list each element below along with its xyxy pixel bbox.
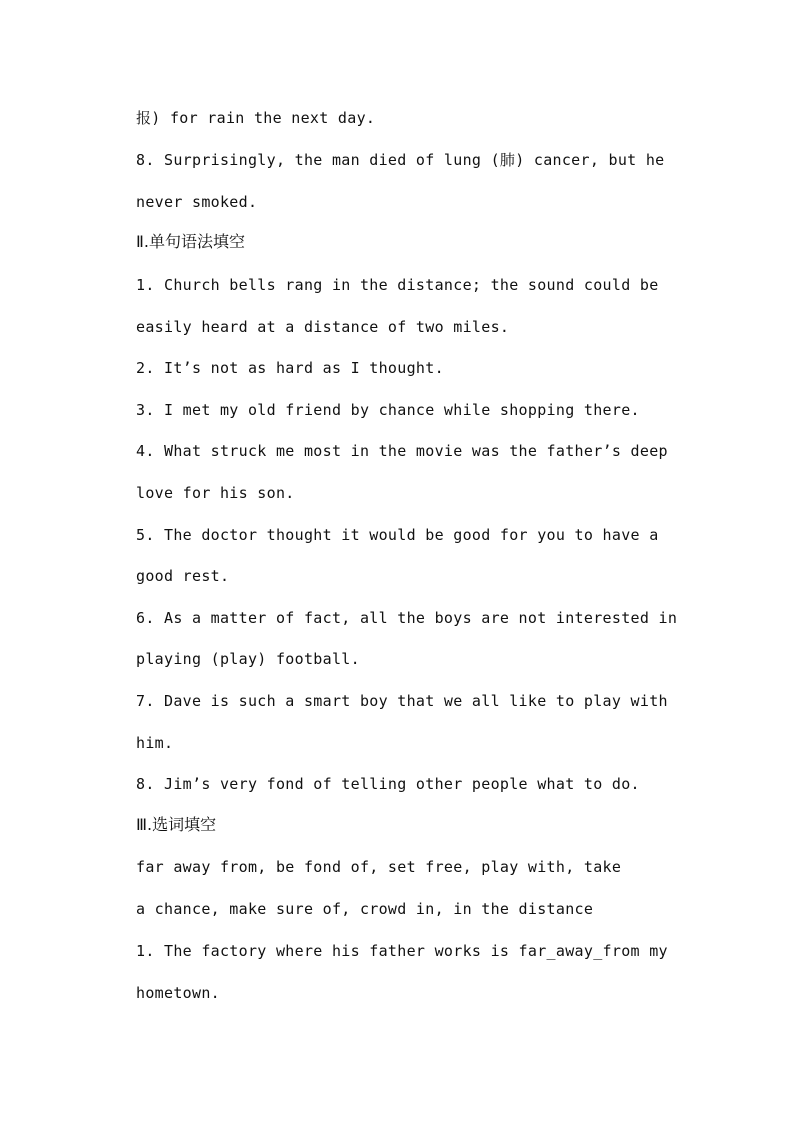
section2-item8: 8. Jim’s very fond of telling other people what to do. <box>136 775 640 793</box>
section2-item3: 3. I met my old friend by chance while shopping there. <box>136 401 640 419</box>
section2-item4-line1: 4. What struck me most in the movie was the father’s deep <box>136 442 668 460</box>
section2-item1-line1: 1. Church bells rang in the distance; the sound could be <box>136 276 659 294</box>
section2-item1-line2: easily heard at a distance of two miles. <box>136 318 510 336</box>
section2-item7-line1: 7. Dave is such a smart boy that we all like to play with <box>136 692 668 710</box>
section2-item2: 2. It’s not as hard as I thought. <box>136 359 444 377</box>
section2-item5-line1: 5. The doctor thought it would be good for you to have a <box>136 526 659 544</box>
section2-item4-line2: love for his son. <box>136 484 295 502</box>
section3-item1-line1: 1. The factory where his father works is far_away_from my <box>136 942 668 960</box>
section2-heading: Ⅱ.单句语法填空 <box>136 232 245 251</box>
section2-item6-line2: playing (play) football. <box>136 650 360 668</box>
section2-item6-line1: 6. As a matter of fact, all the boys are not interested in <box>136 609 678 627</box>
part1-item8-line2: never smoked. <box>136 193 258 211</box>
section3-item1-line2: hometown. <box>136 984 220 1002</box>
section2-item7-line2: him. <box>136 734 174 752</box>
part1-item8-line1 <box>136 150 677 170</box>
part1-item8-text: 8. Surprisingly, the man died of lung (肺) cancer, but he <box>136 151 665 169</box>
part1-item7-continuation: 报) for rain the next day. <box>136 109 376 127</box>
section3-wordbank-line2: a chance, make sure of, crowd in, in the distance <box>136 900 594 918</box>
section3-wordbank-line1: far away from, be fond of, set free, play with, take <box>136 858 622 876</box>
section2-item5-line2: good rest. <box>136 567 230 585</box>
section3-heading: Ⅲ.选词填空 <box>136 815 217 834</box>
